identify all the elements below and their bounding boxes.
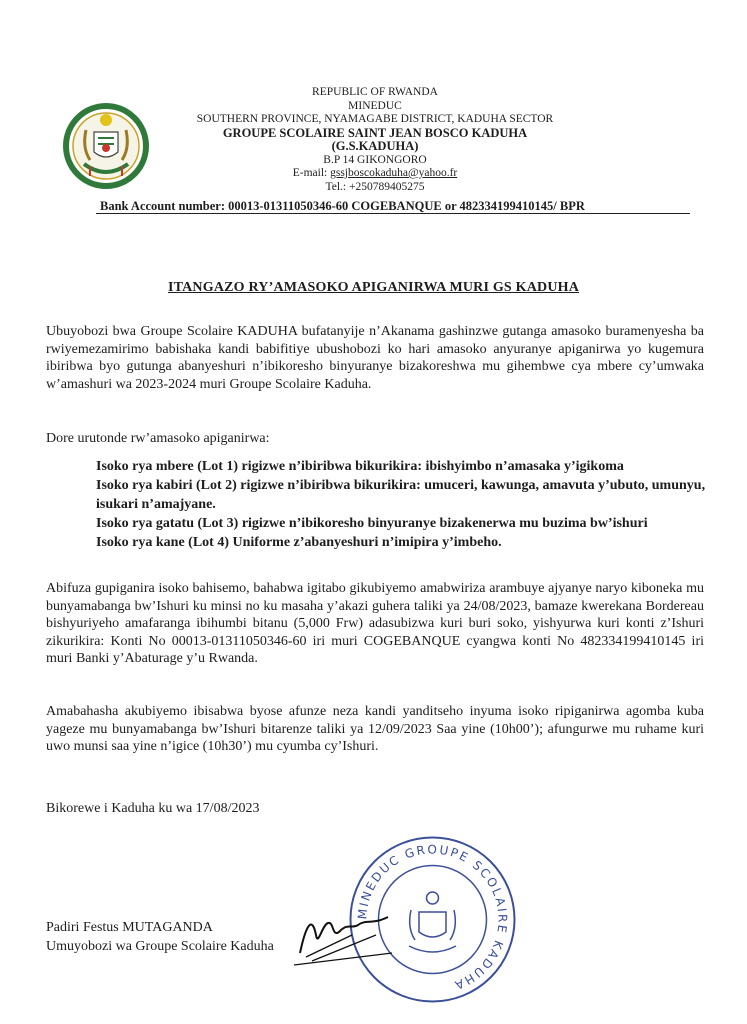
school-abbreviation: (G.S.KADUHA) [331,139,419,153]
lot-item: Isoko rya kabiri (Lot 2) rigizwe n’ibiribwa bikurikira: umuceri, kawunga, amavuta y’ubuto, umunyu, isukari n’amajyane. [96,478,706,512]
letterhead [150,86,600,194]
list-intro: Dore urutonde rw’amasoko apiganirwa: [46,431,270,446]
rwanda-coat-of-arms-icon [60,100,152,196]
country-name: REPUBLIC OF RWANDA [312,86,438,98]
po-box: B.P 14 GIKONGORO [323,153,427,166]
bank-accounts-line: Bank Account number: 00013-01311050346-60 COGEBANQUE or 482334199410145/ BPR [100,199,585,213]
school-name: GROUPE SCOLAIRE SAINT JEAN BOSCO KADUHA [222,125,528,140]
email-line [150,167,600,181]
deadline-paragraph: Amabahasha akubiyemo ibisabwa byose afunze neza kandi yanditseho inyuma isoko ripiganirwa agomba kuba yageze mu bunyamabanga bw’Ishuri bitarenze taliki ya 12/09/2023 Saa yine (10h00’); afungurwe mu ruhame kuri uwo munsi saa yine n’igice (10h30’) mu cyumba cy’Ishuri. [46,704,704,754]
date-line: Bikorewe i Kaduha ku wa 17/08/2023 [46,801,260,816]
stamp-ring-text: MINEDUC GROUPE SCOLAIRE KADUHA [355,842,510,993]
lot-item: Isoko rya gatatu (Lot 3) rigizwe n’ibikoresho binyuranye bizakenerwa mu buzima bw’ishuri [96,516,648,531]
signatory-role: Umuyobozi wa Groupe Scolaire Kaduha [46,939,274,954]
location-line: SOUTHERN PROVINCE, NYAMAGABE DISTRICT, KADUHA SECTOR [196,113,554,125]
lot-item: Isoko rya mbere (Lot 1) rigizwe n’ibiribwa bikurikira: ibishyimbo n’amasaka y’igikoma [96,459,624,474]
lots-list [96,457,706,552]
signatory-name: Padiri Festus MUTAGANDA [46,920,213,935]
ministry-name: MINEDUC [348,99,402,112]
intro-paragraph: Ubuyobozi bwa Groupe Scolaire KADUHA bufatanyije n’Akanama gashinzwe gutanga amasoko buramenyesha ba rwiyemezamirimo babishaka kandi babifitiye ubushobozi ko hari amasoko anyuranye apiganirwa yo kugemura ibiribwa byo gutunga abanyeshuri n’ibikoresho binyuranye bizakoreshwa mu gihembwe cya mbere cy’umwaka w’amashuri wa 2023-2024 muri Groupe Scolaire Kaduha. [46,324,704,392]
announcement-title: ITANGAZO RY’AMASOKO APIGANIRWA MURI GS KADUHA [167,280,580,295]
telephone-line: Tel.: +250789405275 [325,180,425,193]
instructions-paragraph: Abifuza gupiganira isoko bahisemo, bahabwa igitabo gikubiyemo amabwiriza arambuye ajyanye naryo kiboneka mu bunyamabanga bw’Ishuri ku minsi no ku masaha y’akazi guhera taliki ya 24/08/2023, bamaze kwerekana Bordereau bishyuriyeho amafaranga ibihumbi bitanu (5,000 Frw) adasubizwa kuri buri soko, yishyurwa kuri konti z’Ishuri zikurikira: Konti No 00013-01311050346-60 iri muri COGEBANQUE cyangwa konti No 482334199410145 iri muri Banki y’Abaturage y’u Rwanda. [46,581,704,666]
header-divider [96,213,690,214]
signature-mark [292,895,402,975]
lot-item: Isoko rya kane (Lot 4) Uniforme z’abanyeshuri n’imipira y’imbeho. [96,535,502,550]
email-link[interactable]: gssjboscokaduha@yahoo.fr [330,167,458,179]
signatory-block [46,918,274,956]
email-label: E-mail: [292,167,331,179]
